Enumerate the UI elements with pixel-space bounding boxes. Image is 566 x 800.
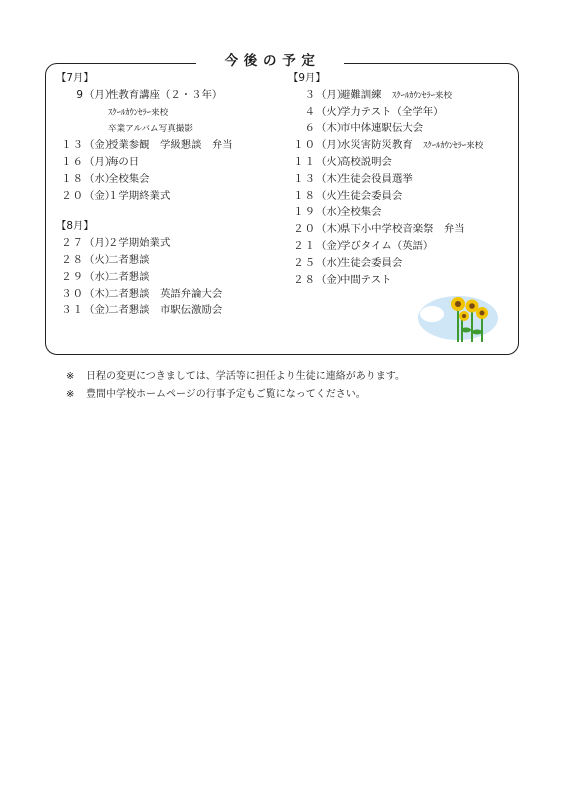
sunflower-center bbox=[455, 301, 461, 307]
schedule-item bbox=[56, 137, 284, 154]
event-date: ２５ bbox=[293, 256, 316, 269]
event-weekday: （金） bbox=[316, 239, 348, 252]
note-mark: ※ bbox=[66, 389, 75, 400]
event-text: 避難訓練 bbox=[340, 88, 392, 101]
event-text: 性教育講座（２・３年） bbox=[108, 88, 223, 101]
schedule-item bbox=[56, 154, 284, 171]
event-text: １学期終業式 bbox=[108, 189, 171, 202]
event-date: １６ bbox=[61, 155, 84, 168]
event-weekday: （火） bbox=[316, 155, 348, 168]
schedule-item-continuation bbox=[56, 104, 284, 121]
schedule-item bbox=[288, 104, 518, 121]
event-weekday: （水） bbox=[316, 256, 348, 269]
event-weekday: （水） bbox=[84, 172, 116, 185]
event-date: １８ bbox=[293, 189, 316, 202]
event-text: 水災害防災教育 bbox=[340, 139, 424, 152]
event-weekday: （金） bbox=[316, 273, 348, 286]
event-text: 卒業アルバム写真撮影 bbox=[108, 124, 193, 135]
event-date: １３ bbox=[293, 172, 316, 185]
note-mark: ※ bbox=[66, 371, 75, 382]
event-date: ３１ bbox=[61, 304, 84, 317]
schedule-item bbox=[288, 221, 518, 238]
month-heading: 【7月】 bbox=[56, 72, 94, 84]
event-note: ｽｸｰﾙｶｳﾝｾﾗｰ来校 bbox=[391, 90, 453, 101]
schedule-item bbox=[56, 235, 284, 252]
event-text: 生徒会委員会 bbox=[340, 189, 403, 202]
event-weekday: （月） bbox=[84, 237, 116, 250]
note-text: 豊間中学校ホームページの行事予定もご覧になってください。 bbox=[86, 389, 366, 400]
event-date: ２０ bbox=[293, 223, 316, 236]
schedule-item bbox=[56, 87, 284, 104]
event-text: ｽｸｰﾙｶｳﾝｾﾗｰ来校 bbox=[108, 107, 169, 118]
event-text: 全校集会 bbox=[340, 206, 382, 219]
schedule-item bbox=[288, 137, 518, 154]
event-weekday: （金） bbox=[84, 189, 116, 202]
schedule-item bbox=[56, 269, 284, 286]
schedule-item bbox=[288, 188, 518, 205]
event-text: 生徒会委員会 bbox=[340, 256, 403, 269]
event-text: 高校説明会 bbox=[340, 155, 392, 168]
event-text: 全校集会 bbox=[108, 172, 150, 185]
event-weekday: （火） bbox=[316, 189, 348, 202]
sunflower-center bbox=[469, 303, 475, 309]
event-text: 市中体連駅伝大会 bbox=[340, 122, 424, 135]
event-weekday: （水） bbox=[316, 206, 348, 219]
event-date: １９ bbox=[293, 206, 316, 219]
note-text: 日程の変更につきましては、学活等に担任より生徒に連絡があります。 bbox=[86, 371, 405, 382]
event-date: ６ bbox=[304, 122, 316, 135]
sunflower-center bbox=[480, 311, 485, 316]
sunflower-illustration bbox=[418, 286, 498, 342]
event-weekday: （木） bbox=[316, 223, 348, 236]
note-1 bbox=[66, 367, 405, 382]
schedule-item bbox=[56, 171, 284, 188]
event-date: ４ bbox=[304, 105, 316, 118]
event-text: 二者懇談 英語弁論大会 bbox=[108, 287, 223, 300]
event-text: ２学期始業式 bbox=[108, 237, 171, 250]
event-text: 二者懇談 市駅伝激励会 bbox=[108, 304, 223, 317]
schedule-item bbox=[288, 238, 518, 255]
event-text: 県下小中学校音楽祭 弁当 bbox=[340, 223, 465, 236]
event-weekday: （木） bbox=[316, 172, 348, 185]
event-weekday: （月） bbox=[84, 155, 116, 168]
event-weekday: （月） bbox=[84, 88, 116, 101]
schedule-title: 今 後 の 予 定 bbox=[196, 50, 344, 72]
event-weekday: （金） bbox=[84, 139, 116, 152]
schedule-item bbox=[288, 255, 518, 272]
event-date: １３ bbox=[61, 139, 84, 152]
event-weekday: （金） bbox=[84, 304, 116, 317]
event-date: ２１ bbox=[293, 239, 316, 252]
event-weekday: （水） bbox=[84, 270, 116, 283]
event-date: 9 bbox=[76, 88, 84, 101]
event-text: 二者懇談 bbox=[108, 253, 150, 266]
event-note: ｽｸｰﾙｶｳﾝｾﾗｰ来校 bbox=[423, 141, 484, 152]
event-text: 学力テスト（全学年） bbox=[340, 105, 444, 118]
schedule-item-continuation bbox=[56, 120, 284, 137]
leaf bbox=[472, 330, 482, 335]
event-date: １０ bbox=[293, 139, 316, 152]
event-date: ２０ bbox=[61, 189, 84, 202]
schedule-item bbox=[288, 171, 518, 188]
event-text: 二者懇談 bbox=[108, 270, 150, 283]
sunflower-center bbox=[462, 314, 466, 318]
event-date: ２８ bbox=[61, 253, 84, 266]
schedule-item bbox=[288, 120, 518, 137]
month-heading: 【8月】 bbox=[56, 220, 94, 233]
block-spacer bbox=[56, 204, 284, 218]
event-date: ３ bbox=[304, 88, 316, 101]
event-date: ２８ bbox=[293, 273, 316, 286]
event-weekday: （月） bbox=[316, 139, 348, 152]
event-text: 中間テスト bbox=[340, 273, 392, 286]
schedule-item bbox=[56, 302, 284, 319]
left-column bbox=[56, 70, 284, 319]
event-date: １１ bbox=[293, 155, 316, 168]
note-2 bbox=[66, 385, 366, 400]
schedule-item bbox=[56, 286, 284, 303]
event-weekday: （木） bbox=[84, 287, 116, 300]
event-weekday: （火） bbox=[84, 253, 116, 266]
schedule-item bbox=[288, 87, 518, 104]
event-text: 学びタイム（英語） bbox=[340, 239, 434, 252]
event-date: ３０ bbox=[61, 287, 84, 300]
schedule-item bbox=[288, 154, 518, 171]
event-text: 生徒会役員選挙 bbox=[340, 172, 413, 185]
event-weekday: （木） bbox=[316, 122, 348, 135]
schedule-item bbox=[56, 252, 284, 269]
cloud bbox=[420, 306, 444, 322]
leaf bbox=[461, 328, 471, 333]
event-text: 海の日 bbox=[108, 155, 140, 168]
right-column bbox=[288, 70, 518, 288]
schedule-item bbox=[288, 204, 518, 221]
event-date: １８ bbox=[61, 172, 84, 185]
event-text: 授業参観 学級懇談 弁当 bbox=[108, 139, 233, 152]
event-weekday: （火） bbox=[316, 105, 348, 118]
event-date: ２７ bbox=[61, 237, 84, 250]
event-date: ２９ bbox=[61, 270, 84, 283]
event-weekday: （月） bbox=[316, 88, 348, 101]
month-heading: 【9月】 bbox=[288, 72, 326, 84]
schedule-item bbox=[56, 188, 284, 205]
